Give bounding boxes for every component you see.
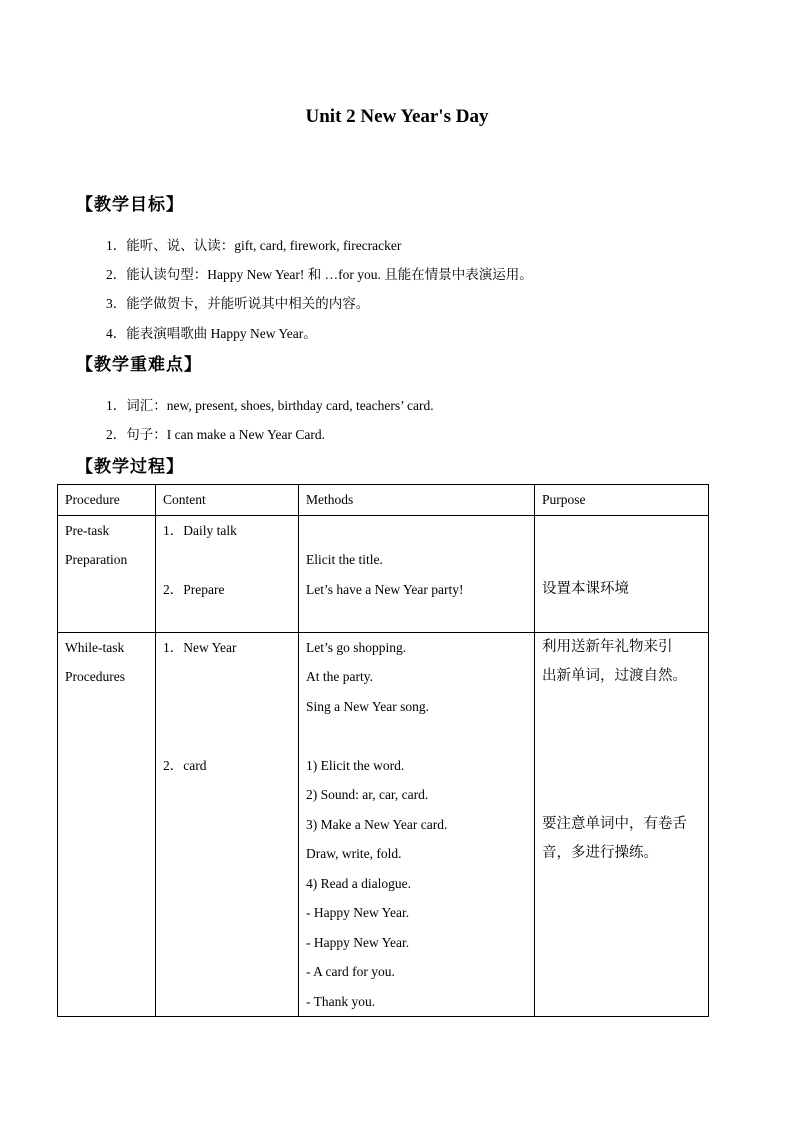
objective-item-2: 2．能认读句型：Happy New Year! 和 …for you. 且能在情景中表演运用。 [106, 267, 533, 282]
purpose-cell [535, 515, 709, 632]
methods-line: - Happy New Year. [306, 934, 410, 950]
methods-line: 4) Read a dialogue. [306, 875, 411, 891]
table-row [58, 632, 709, 1017]
methods-line: Let’s have a New Year party! [306, 581, 464, 597]
header-purpose: Purpose [535, 485, 709, 516]
purpose-cell [535, 632, 709, 1017]
content-line: 1．Daily talk [163, 522, 237, 538]
methods-line: 2) Sound: ar, car, card. [306, 787, 429, 802]
methods-line: - Happy New Year. [306, 905, 410, 920]
purpose-line: 设置本课环境 [542, 580, 629, 597]
content-cell [156, 515, 299, 632]
methods-cell [299, 632, 535, 1017]
procedure-line: Pre-task [65, 522, 110, 538]
methods-line: 1) Elicit the word. [306, 757, 405, 773]
procedure-cell [58, 515, 156, 632]
process-heading: 【教学过程】 [76, 457, 184, 477]
methods-line: 3) Make a New Year card. [306, 816, 448, 832]
header-procedure: Procedure [58, 485, 156, 516]
methods-cell [299, 515, 535, 632]
methods-line: - Thank you. [306, 993, 376, 1009]
purpose-line: 音，多进行操练。 [542, 845, 658, 861]
objective-item-4: 4．能表演唱歌曲 Happy New Year。 [106, 326, 317, 341]
methods-line: Elicit the title. [306, 552, 383, 567]
purpose-line: 利用送新年礼物来引 [542, 638, 673, 655]
procedure-line: Preparation [65, 552, 128, 567]
table-header-row [58, 485, 709, 516]
content-line: 2．Prepare [163, 581, 225, 597]
procedure-line: Procedures [65, 669, 125, 684]
header-content: Content [156, 485, 299, 516]
content-line: 1．New Year [163, 639, 237, 655]
objective-item-1: 1．能听、说、认读：gift, card, firework, firecracker [106, 238, 402, 253]
methods-line: Let’s go shopping. [306, 639, 407, 655]
content-cell [156, 632, 299, 1017]
methods-line: - A card for you. [306, 964, 395, 979]
objectives-heading: 【教学目标】 [76, 195, 184, 215]
key-point-item-2: 2．句子：I can make a New Year Card. [106, 427, 325, 442]
procedure-line: While-task [65, 639, 125, 655]
methods-line: At the party. [306, 669, 373, 684]
procedure-cell [58, 632, 156, 1017]
methods-line: Sing a New Year song. [306, 698, 429, 714]
document-title: Unit 2 New Year's Day [305, 106, 489, 127]
table-row [58, 515, 709, 632]
content-line: 2．card [163, 757, 207, 773]
header-methods: Methods [299, 485, 535, 516]
key-points-heading: 【教学重难点】 [76, 355, 202, 375]
process-table [57, 484, 709, 1017]
purpose-line: 要注意单词中，有卷舌 [542, 815, 687, 832]
purpose-line: 出新单词，过渡自然。 [542, 668, 687, 684]
methods-line: Draw, write, fold. [306, 846, 402, 861]
objective-item-3: 3．能学做贺卡，并能听说其中相关的内容。 [106, 296, 370, 311]
key-point-item-1: 1．词汇：new, present, shoes, birthday card, teachers’ card. [106, 398, 434, 413]
